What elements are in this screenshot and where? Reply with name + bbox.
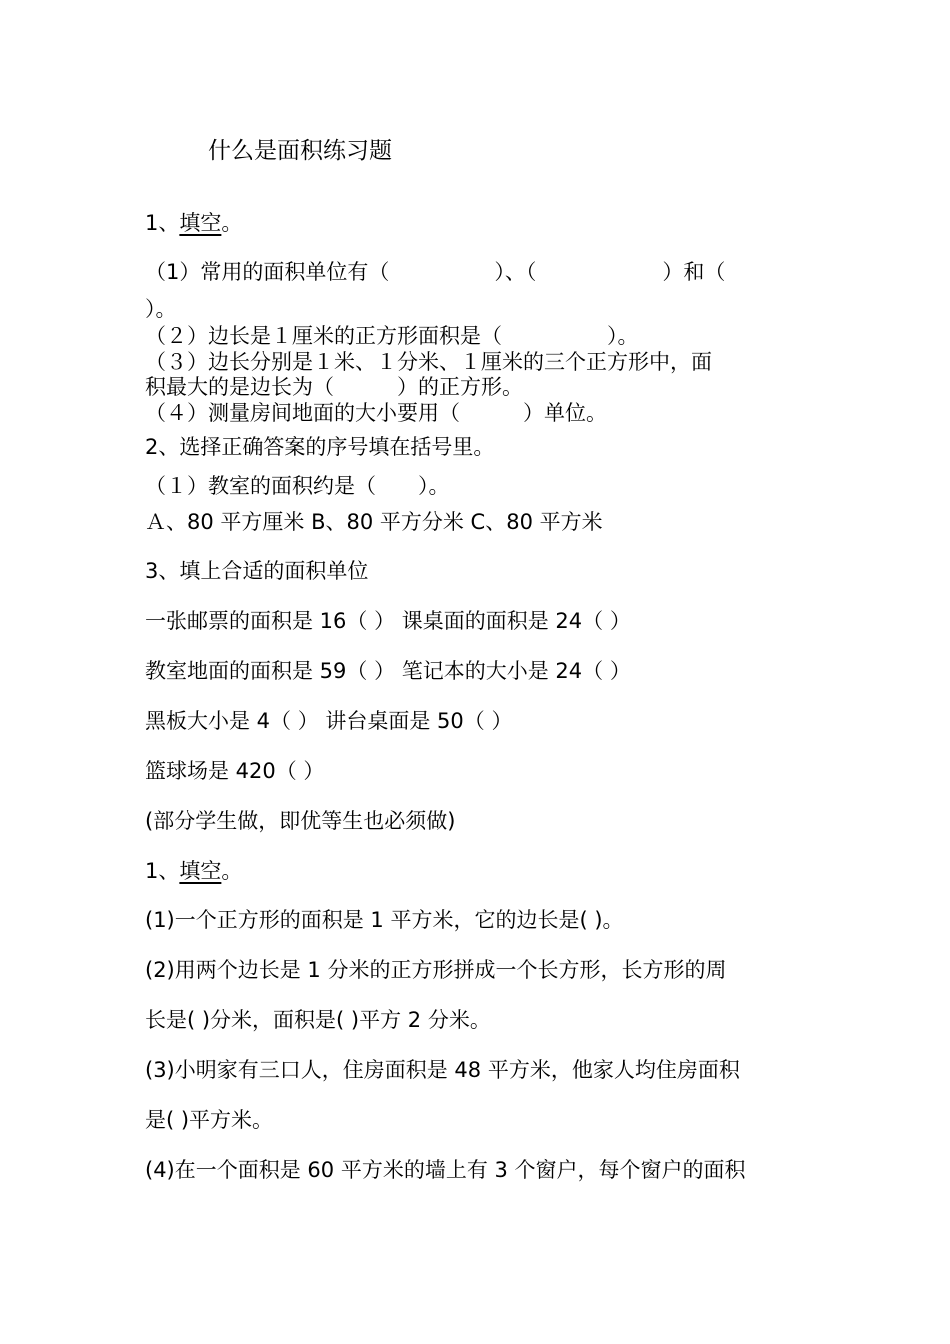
question-line: (2)用两个边长是 1 分米的正方形拼成一个长方形，长方形的周	[145, 958, 727, 982]
question-line: 一张邮票的面积是 16（ ） 课桌面的面积是 24（ ）	[145, 609, 631, 633]
section-3-heading: 3、填上合适的面积单位	[145, 559, 369, 583]
question-line: (3)小明家有三口人，住房面积是 48 平方米，他家人均住房面积	[145, 1058, 740, 1082]
section-1b-heading	[145, 858, 242, 884]
question-line: 长是( )分米，面积是( )平方 2 分米。	[145, 1008, 491, 1032]
section-punct: 。	[221, 211, 243, 235]
question-line: 篮球场是 420（ ）	[145, 759, 325, 783]
section-label: 填空	[179, 211, 222, 235]
question-line: 黑板大小是 4（ ） 讲台桌面是 50（ ）	[145, 709, 513, 733]
question-line: 积最大的是边长为（ ）的正方形。	[145, 375, 523, 399]
question-line: ）。	[145, 297, 177, 321]
page-title: 什么是面积练习题	[208, 138, 392, 164]
section-1-heading	[145, 210, 242, 236]
question-line: (1)一个正方形的面积是 1 平方米，它的边长是( )。	[145, 908, 624, 932]
section-number: 1、	[145, 859, 180, 883]
answer-options: Ａ、80 平方厘米 B、80 平方分米 C、80 平方米	[145, 510, 603, 534]
question-line: （２）边长是１厘米的正方形面积是（ ）。	[145, 324, 639, 348]
question-line: 教室地面的面积是 59（ ） 笔记本的大小是 24（ ）	[145, 659, 631, 683]
section-label: 填空	[179, 859, 222, 883]
question-line: （４）测量房间地面的大小要用（ ）单位。	[145, 401, 607, 425]
section-number: 1、	[145, 211, 180, 235]
section-2-heading: 2、选择正确答案的序号填在括号里。	[145, 435, 495, 459]
question-line: (4)在一个面积是 60 平方米的墙上有 3 个窗户，每个窗户的面积	[145, 1158, 746, 1182]
question-line: （３）边长分别是１米、１分米、１厘米的三个正方形中，面	[145, 350, 712, 374]
question-line: 是( )平方米。	[145, 1108, 274, 1132]
question-line: （1）常用的面积单位有（ ）、（ ）和（	[145, 260, 726, 284]
extension-note: (部分学生做，即优等生也必须做)	[145, 809, 456, 833]
section-punct: 。	[221, 859, 243, 883]
question-line: （１）教室的面积约是（ ）。	[145, 474, 450, 498]
